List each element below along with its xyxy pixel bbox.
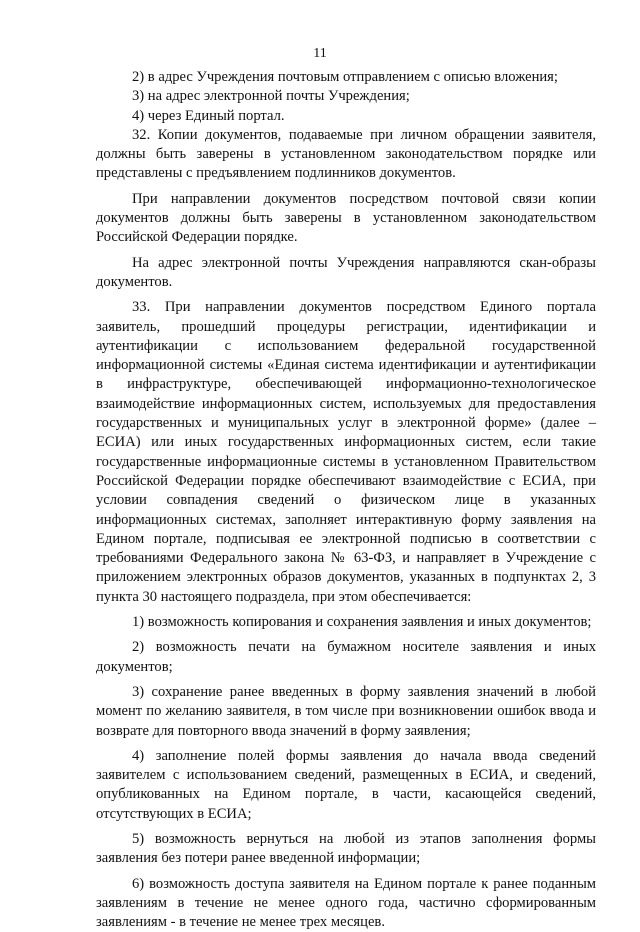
document-body xyxy=(96,68,596,932)
paragraph-sub-4: 4) заполнение полей формы заявления до начала ввода сведений заявителем с использованием сведений, размещенных в ЕСИА, и сведений, опубликованных на Едином портале, в части, касающейся сведений, отсутствующих в ЕСИА; xyxy=(96,747,596,822)
paragraph-sub-3: 3) сохранение ранее введенных в форму заявления значений в любой момент по желанию заявителя, в том числе при возникновении ошибок ввода и возврате для повторного ввода значений в форму заявления; xyxy=(96,683,596,739)
paragraph-sub-2: 2) возможность печати на бумажном носителе заявления и иных документов; xyxy=(96,639,596,675)
paragraph-sub-5: 5) возможность вернуться на любой из этапов заполнения формы заявления без потери ранее введенной информации; xyxy=(96,830,596,867)
paragraph-item-4: 4) через Единый портал. xyxy=(132,107,285,124)
paragraph-item-2: 2) в адрес Учреждения почтовым отправлением с описью вложения; xyxy=(132,69,558,85)
paragraph-sub-6: 6) возможность доступа заявителя на Едином портале к ранее поданным заявлениям в течение не менее одного года, частично сформированным заявлениям - в течение не менее трех месяцев. xyxy=(96,875,596,931)
paragraph-postal-copies: При направлении документов посредством почтовой связи копии документов должны быть заверены в установленном законодательством Российской Федерации порядке. xyxy=(96,190,596,246)
paragraph-item-3: 3) на адрес электронной почты Учреждения; xyxy=(132,88,410,105)
paragraph-email-scans: На адрес электронной почты Учреждения направляются скан-образы документов. xyxy=(96,254,596,290)
paragraph-sub-1: 1) возможность копирования и сохранения заявления и иных документов; xyxy=(132,614,592,631)
paragraph-clause-32: 32. Копии документов, подаваемые при личном обращении заявителя, должны быть заверены в установленном законодательством порядке или представлены с предъявлением подлинников документов. xyxy=(96,126,596,182)
page-number: 11 xyxy=(313,46,327,61)
paragraph-clause-33: 33. При направлении документов посредством Единого портала заявитель, прошедший процедуры регистрации, идентификации и аутентификации с использованием федеральной государственной информационной системы «Единая система идентификации и аутентификации в инфраструктуре, обеспечивающей информационно-технологическое взаимодействие информационных систем, используемых для предоставления государственных и муниципальных услуг в электронной форме» (далее – ЕСИА) или иных государственных информационных систем, если такие государственные информационные системы в установленном Правительством Российской Федерации порядке обеспечивают взаимодействие с ЕСИА, при условии совпадения сведений о физическом лице в указанных информационных системах, заполняет интерактивную форму заявления на Едином портале, подписывая ее электронной подписью в соответствии с требованиями Федерального закона № 63-ФЗ, и направляет в Учреждение с приложением электронных образов документов, указанных в подпунктах 2, 3 пункта 30 настоящего подраздела, при этом обеспечивается: xyxy=(96,299,596,605)
